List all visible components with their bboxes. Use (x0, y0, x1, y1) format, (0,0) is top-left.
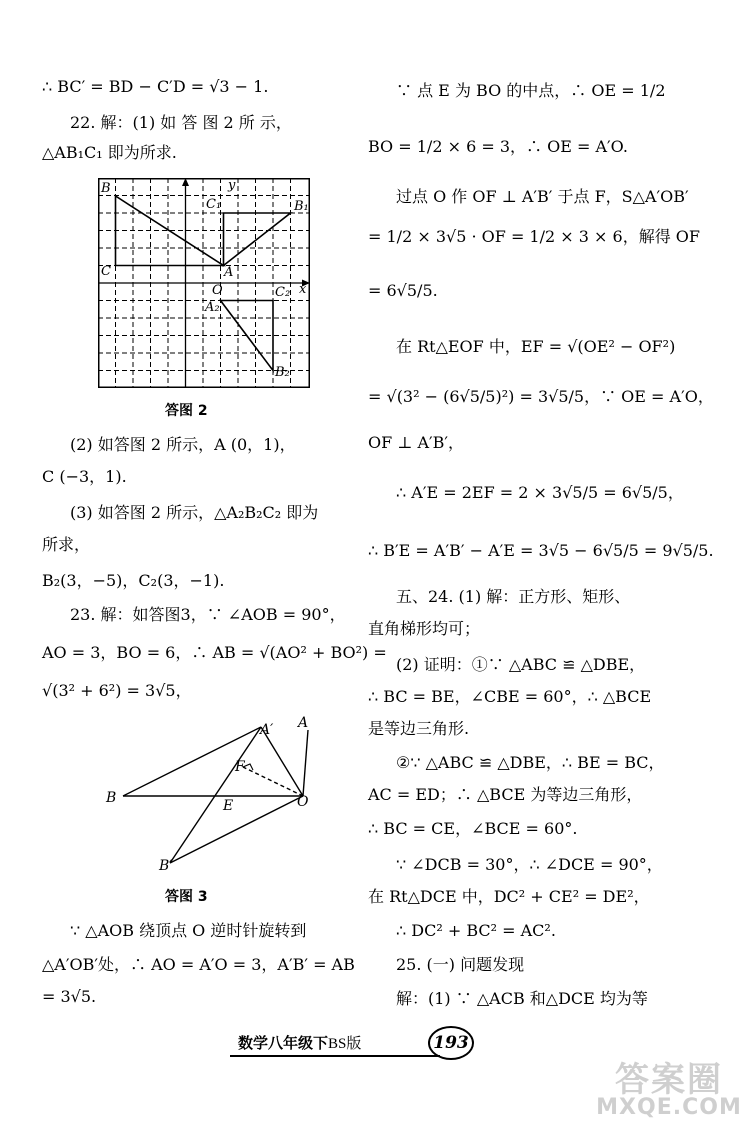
footer-rule (230, 1055, 440, 1057)
label-x: x (299, 282, 307, 297)
text-line: = 3√5. (42, 987, 97, 1006)
label-E: E (223, 798, 234, 814)
figure-caption: 答图 3 (165, 889, 208, 905)
watermark-bottom: MXQE.COM (596, 1095, 742, 1120)
text-line: ∴ BC′ = BD − C′D = √3 − 1. (42, 77, 269, 96)
text-line: 25. (一) 问题发现 (396, 955, 525, 974)
figure-rotation-3 (98, 712, 338, 876)
book-title: 数学八年级下 (238, 1034, 329, 1052)
label-B1: B₁ (294, 199, 309, 214)
label-B: B (106, 790, 117, 806)
label-y: y (228, 178, 236, 193)
figure-grid-2 (98, 178, 310, 388)
text-line: 23. 解：如答图3，∵ ∠AOB = 90°， (70, 605, 346, 624)
label-C2: C₂ (275, 285, 291, 300)
text-line: = 6√5/5. (368, 281, 438, 300)
label-O: O (297, 794, 309, 810)
watermark-top: 答案圈 (615, 1060, 723, 1100)
text-line: ∴ BC = CE，∠BCE = 60°. (368, 819, 578, 838)
label-A-prime: A′ (260, 722, 274, 738)
text-line: (2) 证明：①∵ △ABC ≌ △DBE， (396, 655, 646, 674)
label-A: A (298, 715, 309, 731)
text-line: ∴ DC² + BC² = AC². (396, 921, 556, 940)
text-line: (2) 如答图 2 所示，A (0，1)， (70, 435, 296, 454)
label-F: F (235, 759, 245, 775)
footer-title (238, 1032, 361, 1053)
text-line: 22. 解：(1) 如 答 图 2 所 示， (70, 113, 292, 132)
watermark-logo (594, 1052, 744, 1122)
text-line: ∵ △AOB 绕顶点 O 逆时针旋转到 (70, 921, 307, 940)
text-line: 过点 O 作 OF ⊥ A′B′ 于点 F，S△A′OB′ (396, 187, 689, 206)
text-line: 解：(1) ∵ △ACB 和△DCE 均为等 (396, 989, 648, 1008)
label-B-prime: B′ (159, 858, 173, 874)
text-line: 五、24. (1) 解：正方形、矩形、 (396, 587, 631, 606)
text-line: 是等边三角形. (368, 719, 470, 738)
figure-caption: 答图 2 (165, 403, 208, 419)
text-line: (3) 如答图 2 所示，△A₂B₂C₂ 即为 (70, 503, 319, 522)
text-line: 在 Rt△DCE 中，DC² + CE² = DE²， (368, 887, 650, 906)
edition-label: BS版 (328, 1036, 362, 1052)
text-line: ∴ A′E = 2EF = 2 × 3√5/5 = 6√5/5， (396, 483, 684, 502)
text-line: ②∵ △ABC ≌ △DBE，∴ BE = BC， (396, 753, 665, 772)
text-line: = 1/2 × 3√5 · OF = 1/2 × 3 × 6，解得 OF (368, 227, 701, 246)
text-line: OF ⊥ A′B′， (368, 433, 465, 452)
text-line: AC = ED；∴ △BCE 为等边三角形， (368, 785, 643, 804)
label-B: B (101, 181, 111, 196)
text-line: 直角梯形均可； (368, 619, 481, 638)
text-line: AO = 3，BO = 6，∴ AB = √(AO² + BO²) = (42, 643, 387, 662)
page-number: 193 (428, 1026, 474, 1060)
text-line: ∵ 点 E 为 BO 的中点，∴ OE = 1/2 (396, 81, 666, 100)
text-line: 所求， (42, 535, 91, 554)
text-line: △A′OB′处，∴ AO = A′O = 3，A′B′ = AB (42, 955, 355, 974)
label-A2: A₂ (205, 300, 220, 315)
label-B2: B₂ (275, 365, 290, 380)
text-line: BO = 1/2 × 6 = 3，∴ OE = A′O. (368, 137, 628, 156)
text-line: √(3² + 6²) = 3√5， (42, 681, 192, 700)
text-line: ∵ ∠DCB = 30°，∴ ∠DCE = 90°， (396, 855, 663, 874)
text-line: C (−3，1). (42, 467, 127, 486)
label-O: O (212, 283, 223, 298)
text-line: ∴ B′E = A′B′ − A′E = 3√5 − 6√5/5 = 9√5/5. (368, 541, 714, 560)
text-line: △AB₁C₁ 即为所求. (42, 143, 177, 162)
label-C: C (101, 264, 111, 279)
text-line: 在 Rt△EOF 中，EF = √(OE² − OF²) (396, 337, 676, 356)
page-footer (210, 1026, 490, 1066)
text-line: B₂(3，−5)，C₂(3，−1). (42, 571, 225, 590)
label-C1: C₁ (206, 197, 222, 212)
label-A: A (224, 265, 234, 280)
text-line: ∴ BC = BE，∠CBE = 60°，∴ △BCE (368, 687, 652, 706)
text-line: = √(3² − (6√5/5)²) = 3√5/5，∵ OE = A′O， (368, 387, 714, 406)
